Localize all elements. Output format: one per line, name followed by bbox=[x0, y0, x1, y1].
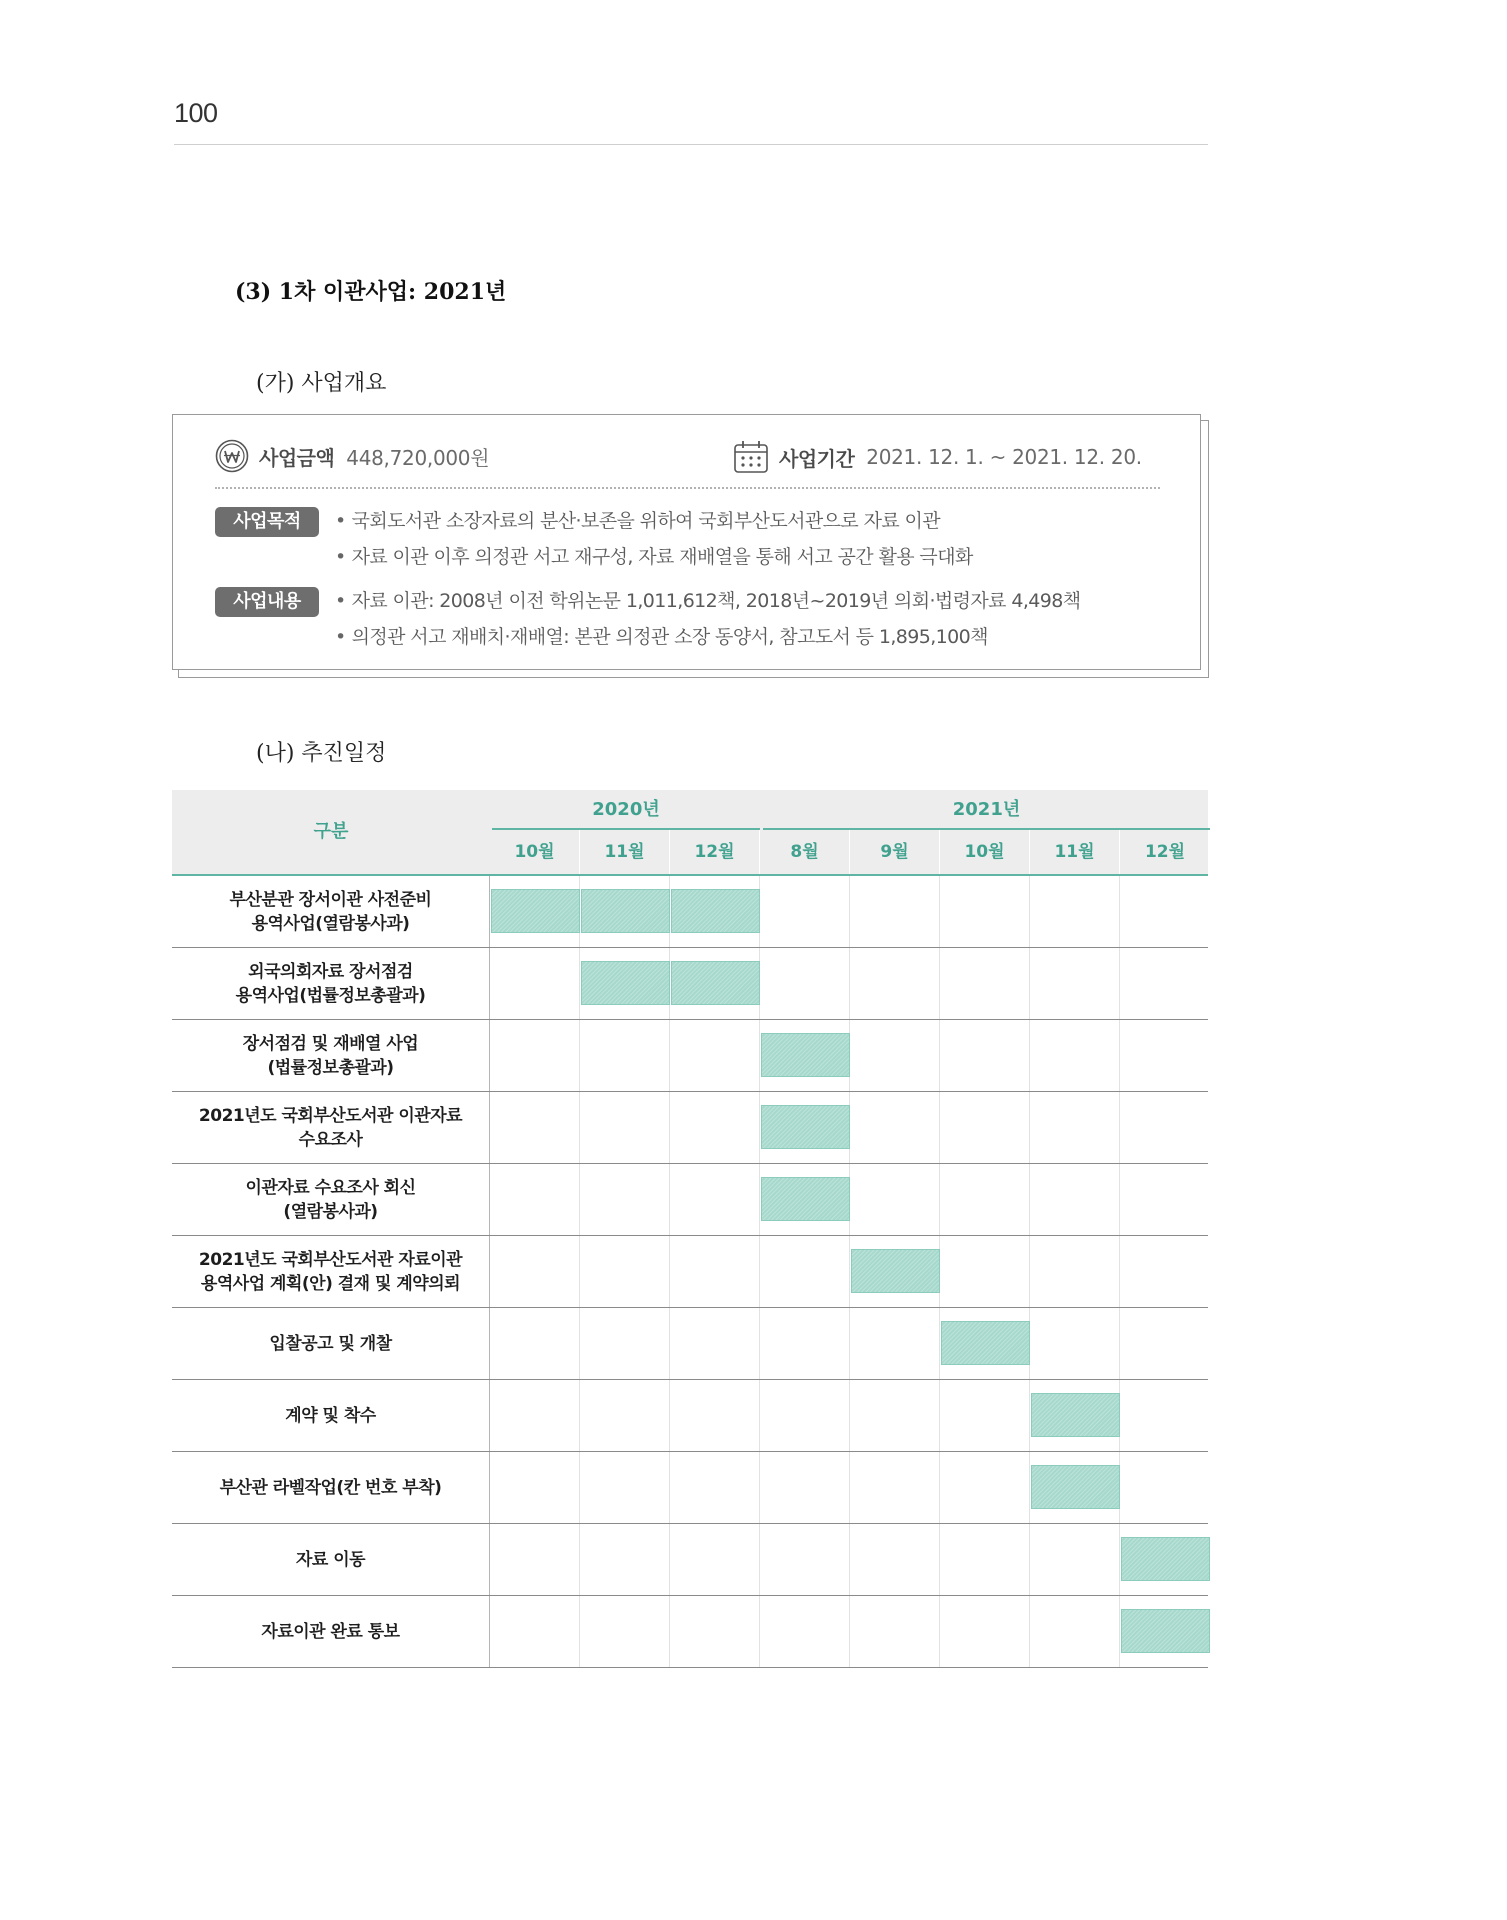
schedule-cell bbox=[850, 876, 940, 947]
schedule-row bbox=[172, 1524, 1208, 1596]
calendar-icon bbox=[733, 439, 769, 475]
content-label: 사업내용 bbox=[215, 587, 319, 617]
schedule-cell bbox=[940, 1092, 1030, 1163]
schedule-cell bbox=[580, 1596, 670, 1667]
schedule-cell bbox=[850, 1092, 940, 1163]
schedule-bar bbox=[581, 889, 670, 933]
schedule-cell bbox=[670, 1596, 760, 1667]
schedule-cell bbox=[850, 1020, 940, 1091]
month-header: 12월 bbox=[670, 830, 760, 874]
task-label: 자료 이동 bbox=[172, 1524, 490, 1595]
purpose-label: 사업목적 bbox=[215, 507, 319, 537]
schedule-cell bbox=[1030, 1020, 1120, 1091]
schedule-cell bbox=[1030, 948, 1120, 1019]
schedule-cell bbox=[940, 1452, 1030, 1523]
year-header: 2021년 bbox=[763, 790, 1210, 830]
schedule-cell bbox=[580, 1236, 670, 1307]
schedule-cell bbox=[1030, 1236, 1120, 1307]
schedule-cell bbox=[1120, 948, 1210, 1019]
schedule-table bbox=[172, 790, 1208, 1668]
period-label: 사업기간 bbox=[779, 446, 855, 471]
schedule-cell bbox=[760, 876, 850, 947]
task-label: 입찰공고 및 개찰 bbox=[172, 1308, 490, 1379]
task-label: 장서점검 및 재배열 사업 (법률정보총괄과) bbox=[172, 1020, 490, 1091]
schedule-bar bbox=[1121, 1609, 1210, 1653]
month-header: 8월 bbox=[760, 830, 850, 874]
schedule-cell bbox=[850, 1164, 940, 1235]
schedule-bar bbox=[491, 889, 580, 933]
schedule-cell bbox=[850, 1596, 940, 1667]
schedule-cell bbox=[490, 1092, 580, 1163]
schedule-cell bbox=[490, 1380, 580, 1451]
schedule-cell bbox=[580, 1308, 670, 1379]
schedule-cell bbox=[580, 1020, 670, 1091]
schedule-cell bbox=[580, 1452, 670, 1523]
schedule-cell bbox=[490, 1308, 580, 1379]
schedule-cell bbox=[1030, 876, 1120, 947]
content-item: • 의정관 서고 재배치·재배열: 본관 의정관 소장 동양서, 참고도서 등 1,895,100책 bbox=[335, 619, 1081, 655]
purpose-item: • 자료 이관 이후 의정관 서고 재구성, 자료 재배열을 통해 서고 공간 활용 극대화 bbox=[335, 539, 973, 575]
schedule-cell bbox=[940, 948, 1030, 1019]
schedule-row bbox=[172, 876, 1208, 948]
schedule-cell bbox=[940, 876, 1030, 947]
schedule-cell bbox=[940, 1596, 1030, 1667]
schedule-cell bbox=[490, 948, 580, 1019]
schedule-row bbox=[172, 1596, 1208, 1668]
schedule-cell bbox=[760, 948, 850, 1019]
task-label: 외국의회자료 장서점검 용역사업(법률정보총괄과) bbox=[172, 948, 490, 1019]
header-category-label: 구분 bbox=[313, 821, 349, 842]
schedule-bar bbox=[1121, 1537, 1210, 1581]
schedule-cell bbox=[670, 1236, 760, 1307]
schedule-row bbox=[172, 1020, 1208, 1092]
schedule-cell bbox=[850, 1452, 940, 1523]
schedule-bar bbox=[851, 1249, 940, 1293]
schedule-cell bbox=[1120, 876, 1210, 947]
schedule-bar bbox=[671, 889, 760, 933]
schedule-cell bbox=[490, 1524, 580, 1595]
purpose-list bbox=[335, 503, 973, 575]
schedule-cell bbox=[670, 1164, 760, 1235]
schedule-cell bbox=[1030, 1308, 1120, 1379]
header-rule bbox=[174, 144, 1208, 145]
task-label: 부산관 라벨작업(칸 번호 부착) bbox=[172, 1452, 490, 1523]
budget-label: 사업금액 bbox=[259, 445, 335, 470]
schedule-cell bbox=[1120, 1308, 1210, 1379]
schedule-body bbox=[172, 876, 1208, 1668]
schedule-cell bbox=[490, 1164, 580, 1235]
schedule-cell bbox=[580, 1164, 670, 1235]
schedule-row bbox=[172, 1452, 1208, 1524]
section-heading: (3) 1차 이관사업: 2021년 bbox=[235, 279, 507, 305]
schedule-cell bbox=[850, 1308, 940, 1379]
month-header: 11월 bbox=[1030, 830, 1120, 874]
schedule-cell bbox=[940, 1164, 1030, 1235]
year-header: 2020년 bbox=[492, 790, 760, 830]
schedule-bar bbox=[761, 1033, 850, 1077]
schedule-cell bbox=[1030, 1092, 1120, 1163]
schedule-row bbox=[172, 1236, 1208, 1308]
won-coin-icon bbox=[215, 439, 249, 473]
schedule-row bbox=[172, 1092, 1208, 1164]
schedule-cell bbox=[670, 1308, 760, 1379]
schedule-header bbox=[172, 790, 1208, 876]
schedule-cell bbox=[1120, 1164, 1210, 1235]
month-header: 10월 bbox=[940, 830, 1030, 874]
task-label: 2021년도 국회부산도서관 이관자료 수요조사 bbox=[172, 1092, 490, 1163]
period-value: 2021. 12. 1. ~ 2021. 12. 20. bbox=[866, 445, 1142, 469]
schedule-cell bbox=[490, 1596, 580, 1667]
schedule-bar bbox=[1031, 1393, 1120, 1437]
page-number: 100 bbox=[174, 98, 218, 128]
schedule-cell bbox=[670, 1452, 760, 1523]
budget-value: 448,720,000원 bbox=[346, 445, 490, 470]
schedule-cell bbox=[1120, 1092, 1210, 1163]
schedule-cell bbox=[1030, 1596, 1120, 1667]
task-label: 부산분관 장서이관 사전준비 용역사업(열람봉사과) bbox=[172, 876, 490, 947]
schedule-cell bbox=[760, 1236, 850, 1307]
schedule-cell bbox=[490, 1236, 580, 1307]
schedule-cell bbox=[940, 1524, 1030, 1595]
schedule-cell bbox=[760, 1596, 850, 1667]
schedule-cell bbox=[670, 1092, 760, 1163]
schedule-cell bbox=[850, 1524, 940, 1595]
schedule-cell bbox=[760, 1308, 850, 1379]
schedule-cell bbox=[670, 1524, 760, 1595]
schedule-cell bbox=[490, 1020, 580, 1091]
month-header: 12월 bbox=[1144, 842, 1186, 862]
dotted-divider bbox=[215, 487, 1160, 489]
budget-row bbox=[215, 439, 489, 473]
purpose-item: • 국회도서관 소장자료의 분산·보존을 위하여 국회부산도서관으로 자료 이관 bbox=[335, 503, 973, 539]
summary-box bbox=[172, 414, 1201, 670]
month-header: 10월 bbox=[490, 830, 580, 874]
schedule-cell bbox=[940, 1020, 1030, 1091]
task-label: 이관자료 수요조사 회신 (열람봉사과) bbox=[172, 1164, 490, 1235]
schedule-cell bbox=[1120, 1020, 1210, 1091]
task-label: 계약 및 착수 bbox=[172, 1380, 490, 1451]
schedule-bar bbox=[671, 961, 760, 1005]
schedule-bar bbox=[581, 961, 670, 1005]
schedule-row bbox=[172, 1308, 1208, 1380]
schedule-cell bbox=[670, 1380, 760, 1451]
schedule-cell bbox=[940, 1236, 1030, 1307]
schedule-cell bbox=[1120, 1452, 1210, 1523]
schedule-bar bbox=[941, 1321, 1030, 1365]
schedule-cell bbox=[760, 1524, 850, 1595]
schedule-bar bbox=[761, 1177, 850, 1221]
schedule-row bbox=[172, 1380, 1208, 1452]
schedule-cell bbox=[580, 1092, 670, 1163]
schedule-cell bbox=[760, 1380, 850, 1451]
task-label: 2021년도 국회부산도서관 자료이관 용역사업 계획(안) 결재 및 계약의뢰 bbox=[172, 1236, 490, 1307]
subheading-overview: (가) 사업개요 bbox=[256, 371, 387, 396]
schedule-cell bbox=[580, 1380, 670, 1451]
schedule-cell bbox=[850, 1380, 940, 1451]
schedule-row bbox=[172, 1164, 1208, 1236]
schedule-cell bbox=[1120, 1236, 1210, 1307]
schedule-row bbox=[172, 948, 1208, 1020]
month-header: 11월 bbox=[580, 830, 670, 874]
schedule-cell bbox=[850, 948, 940, 1019]
schedule-cell bbox=[760, 1452, 850, 1523]
schedule-cell bbox=[940, 1380, 1030, 1451]
content-item: • 자료 이관: 2008년 이전 학위논문 1,011,612책, 2018년~2019년 의회·법령자료 4,498책 bbox=[335, 583, 1081, 619]
content-list bbox=[335, 583, 1081, 655]
schedule-cell bbox=[1030, 1164, 1120, 1235]
schedule-cell bbox=[1030, 1524, 1120, 1595]
schedule-cell bbox=[490, 1452, 580, 1523]
schedule-cell bbox=[1120, 1380, 1210, 1451]
schedule-bar bbox=[1031, 1465, 1120, 1509]
task-label: 자료이관 완료 통보 bbox=[172, 1596, 490, 1667]
schedule-bar bbox=[761, 1105, 850, 1149]
subheading-schedule: (나) 추진일정 bbox=[256, 741, 387, 766]
schedule-cell bbox=[670, 1020, 760, 1091]
month-header: 9월 bbox=[850, 830, 940, 874]
period-row bbox=[733, 439, 1142, 475]
schedule-cell bbox=[580, 1524, 670, 1595]
